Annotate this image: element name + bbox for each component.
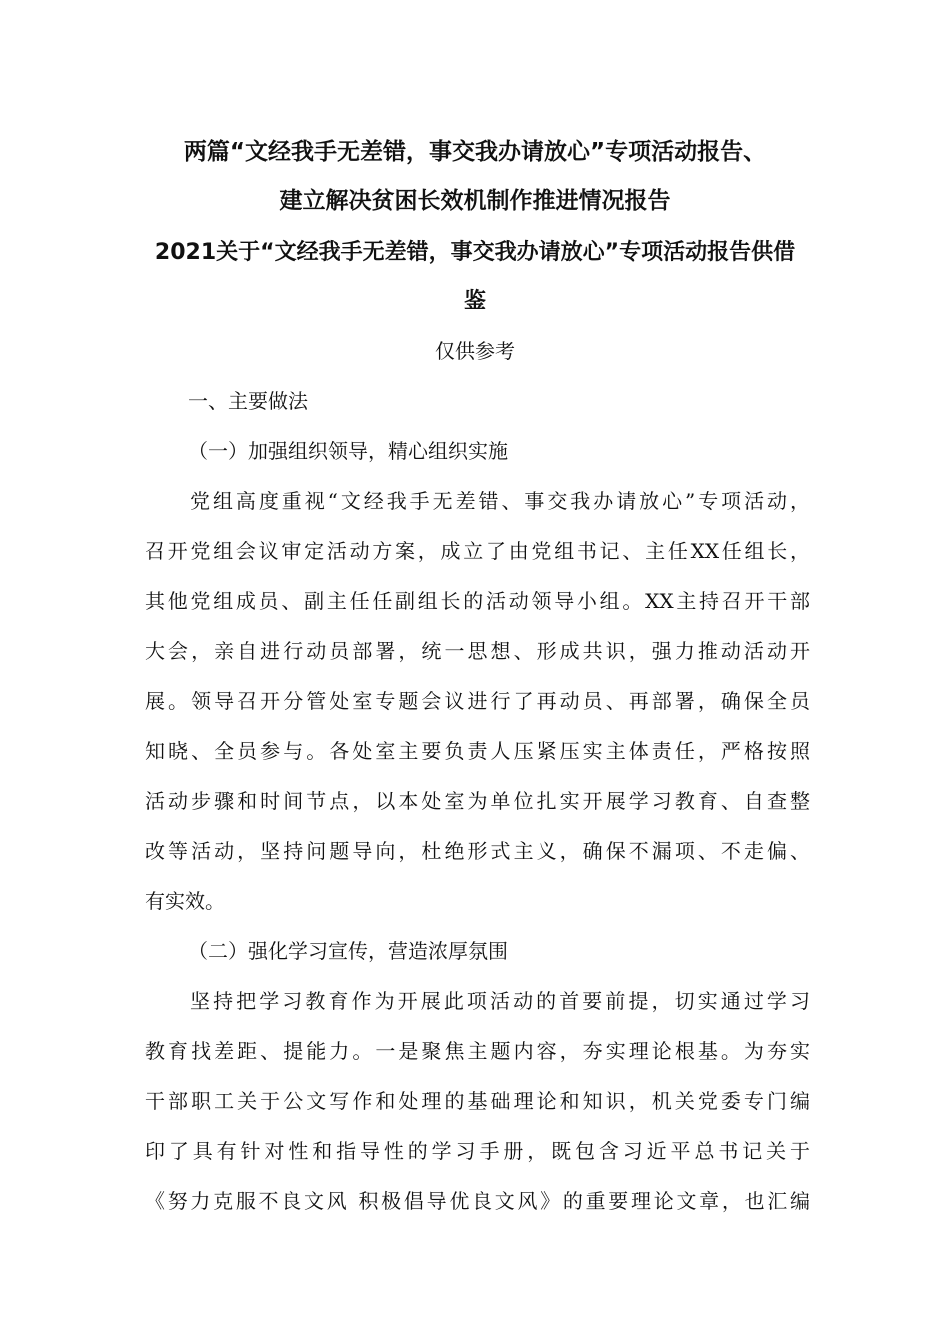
paragraph-2-line: 教育找差距、提能力。一是聚焦主题内容，夯实理论根基。为夯实 xyxy=(145,1039,810,1063)
paragraph-1-line: 有实效。 xyxy=(145,889,225,913)
document-title-line-1: 两篇“文经我手无差错，事交我办请放心”专项活动报告、 xyxy=(183,139,767,165)
paragraph-1-line: 大会，亲自进行动员部署，统一思想、形成共识，强力推动活动开 xyxy=(145,639,810,663)
paragraph-1-line: 活动步骤和时间节点，以本处室为单位扎实开展学习教育、自查整 xyxy=(145,789,810,813)
subsection-heading-1: （一）加强组织领导，精心组织实施 xyxy=(188,439,508,463)
paragraph-2-line: 印了具有针对性和指导性的学习手册，既包含习近平总书记关于 xyxy=(145,1139,810,1163)
reference-note: 仅供参考 xyxy=(435,339,515,363)
paragraph-2-line: 干部职工关于公文写作和处理的基础理论和知识，机关党委专门编 xyxy=(145,1089,810,1113)
paragraph-1-line: 其他党组成员、副主任任副组长的活动领导小组。XX主持召开干部 xyxy=(145,589,810,613)
paragraph-2-line: 《努力克服不良文风 积极倡导优良文风》的重要理论文章，也汇编 xyxy=(145,1189,810,1213)
section-heading: 一、主要做法 xyxy=(188,389,308,413)
paragraph-1-line: 召开党组会议审定活动方案，成立了由党组书记、主任XX任组长， xyxy=(145,539,810,563)
subsection-heading-2: （二）强化学习宣传，营造浓厚氛围 xyxy=(188,939,508,963)
paragraph-2-line: 坚持把学习教育作为开展此项活动的首要前提，切实通过学习 xyxy=(190,989,810,1013)
paragraph-1-line: 改等活动，坚持问题导向，杜绝形式主义，确保不漏项、不走偏、 xyxy=(145,839,810,863)
paragraph-1-line: 知晓、全员参与。各处室主要负责人压紧压实主体责任，严格按照 xyxy=(145,739,810,763)
document-subtitle-line-2: 鉴 xyxy=(463,289,486,314)
paragraph-1-line: 展。领导召开分管处室专题会议进行了再动员、再部署，确保全员 xyxy=(145,689,810,713)
document-title-line-2: 建立解决贫困长效机制作推进情况报告 xyxy=(279,188,671,214)
document-subtitle-line-1: 2021关于“文经我手无差错，事交我办请放心”专项活动报告供借 xyxy=(154,240,796,265)
paragraph-1-line: 党组高度重视“文经我手无差错、事交我办请放心”专项活动， xyxy=(190,489,810,513)
